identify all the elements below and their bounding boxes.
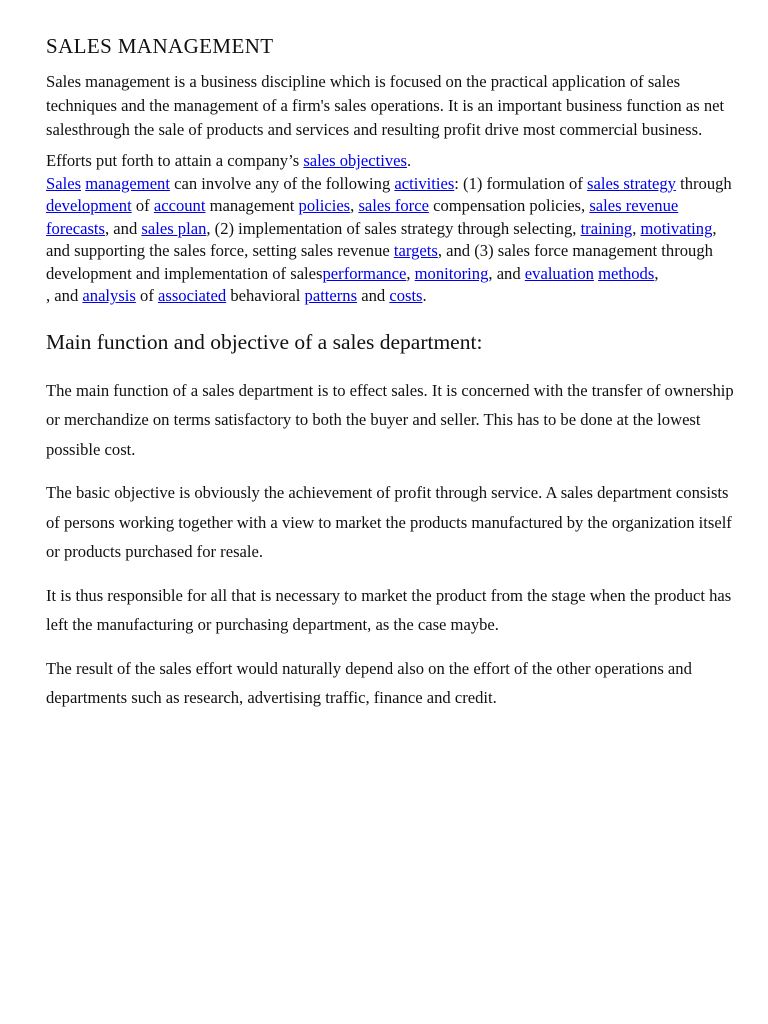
link-training[interactable]: training: [580, 218, 633, 238]
text-segment: through: [675, 173, 732, 193]
efforts-text-end: .: [407, 151, 412, 170]
link-account[interactable]: account: [153, 196, 206, 215]
link-monitoring[interactable]: monitoring: [414, 263, 489, 283]
link-targets[interactable]: targets: [393, 241, 438, 260]
link-management[interactable]: management: [85, 173, 170, 193]
text-segment: of: [135, 286, 158, 305]
body-paragraph-2: The basic objective is obviously the achievement of profit through service. A sales department consists of persons working together with a view to market the products manufactured by the organization itself or products purchased for resale.: [46, 483, 732, 561]
link-associated[interactable]: associated: [158, 286, 227, 305]
text-segment: , and (3) sales force management through development and implementation of sales: [46, 241, 713, 283]
intro-paragraph: Sales management is a business discipline which is focused on the practical application of sales techniques and the management of a firm's sales operations. It is an important business function as net salesthrough the sale of products and services and resulting profit drive most commercial business.: [46, 72, 725, 139]
text-segment: .: [422, 286, 427, 305]
text-segment: , and: [46, 286, 83, 305]
link-costs[interactable]: costs: [389, 286, 423, 305]
link-sales-plan[interactable]: sales plan: [141, 218, 207, 238]
activities-paragraph: Efforts put forth to attain a company’s sales objectives. Sales management can involve any of the following activities: (1) formulation of sales strategy through development of account management policies, sales force compensation policies, sales revenue forecasts, and sales plan, (2) implementation of sales strategy through selecting, training, motivating, and supporting the sales force, setting sales revenue targets, and (3) sales force management through development and implementation of salesperformance, monitoring, and evaluation methods, , and analysis of associated behavioral patterns and costs.: [46, 151, 732, 305]
link-development[interactable]: development: [46, 196, 132, 215]
document-title: SALES MANAGEMENT: [46, 34, 274, 58]
text-segment: , (2) implementation of sales strategy through selecting,: [206, 218, 581, 238]
link-performance[interactable]: performance: [322, 263, 407, 283]
document-page: [46, 34, 736, 727]
link-sales-objectives[interactable]: sales objectives: [303, 151, 407, 170]
text-segment: , and: [488, 263, 525, 283]
link-motivating[interactable]: motivating: [640, 218, 713, 238]
text-segment: , and: [104, 218, 142, 238]
link-sales-force[interactable]: sales force: [358, 196, 429, 215]
efforts-text: Efforts put forth to attain a company’s: [46, 151, 304, 170]
body-paragraph-3: It is thus responsible for all that is necessary to market the product from the stage when the product has left the manufacturing or purchasing department, as the case maybe.: [46, 585, 732, 634]
text-segment: compensation policies,: [428, 196, 590, 215]
link-activities[interactable]: activities: [394, 173, 455, 193]
text-segment: and: [357, 286, 390, 305]
link-forecasts[interactable]: forecasts: [46, 218, 105, 238]
text-segment: , and supporting the sales force, setting sales revenue: [46, 218, 717, 260]
text-segment: management: [205, 196, 299, 215]
link-sales[interactable]: Sales: [46, 173, 82, 193]
link-patterns[interactable]: patterns: [304, 286, 358, 305]
link-analysis[interactable]: analysis: [82, 286, 136, 305]
link-evaluation[interactable]: evaluation: [524, 263, 594, 283]
link-methods[interactable]: methods: [598, 263, 655, 283]
text-segment: ,: [350, 196, 359, 215]
body-paragraph-4: The result of the sales effort would naturally depend also on the effort of the other operations and departments such as research, advertising traffic, finance and credit.: [46, 658, 692, 707]
section-heading: Main function and objective of a sales department:: [46, 329, 483, 354]
link-sales-strategy[interactable]: sales strategy: [587, 173, 676, 193]
link-policies[interactable]: policies: [298, 196, 351, 215]
text-segment: can involve any of the following: [169, 173, 395, 193]
text-segment: behavioral: [226, 286, 305, 305]
text-segment: of: [131, 196, 154, 215]
link-sales-revenue[interactable]: sales revenue: [589, 196, 679, 215]
text-segment: : (1) formulation of: [454, 173, 588, 193]
body-paragraph-1: The main function of a sales department is to effect sales. It is concerned with the transfer of ownership or merchandize on terms satisfactory to both the buyer and seller. This has to be done at the lowest possible cost.: [46, 380, 734, 459]
